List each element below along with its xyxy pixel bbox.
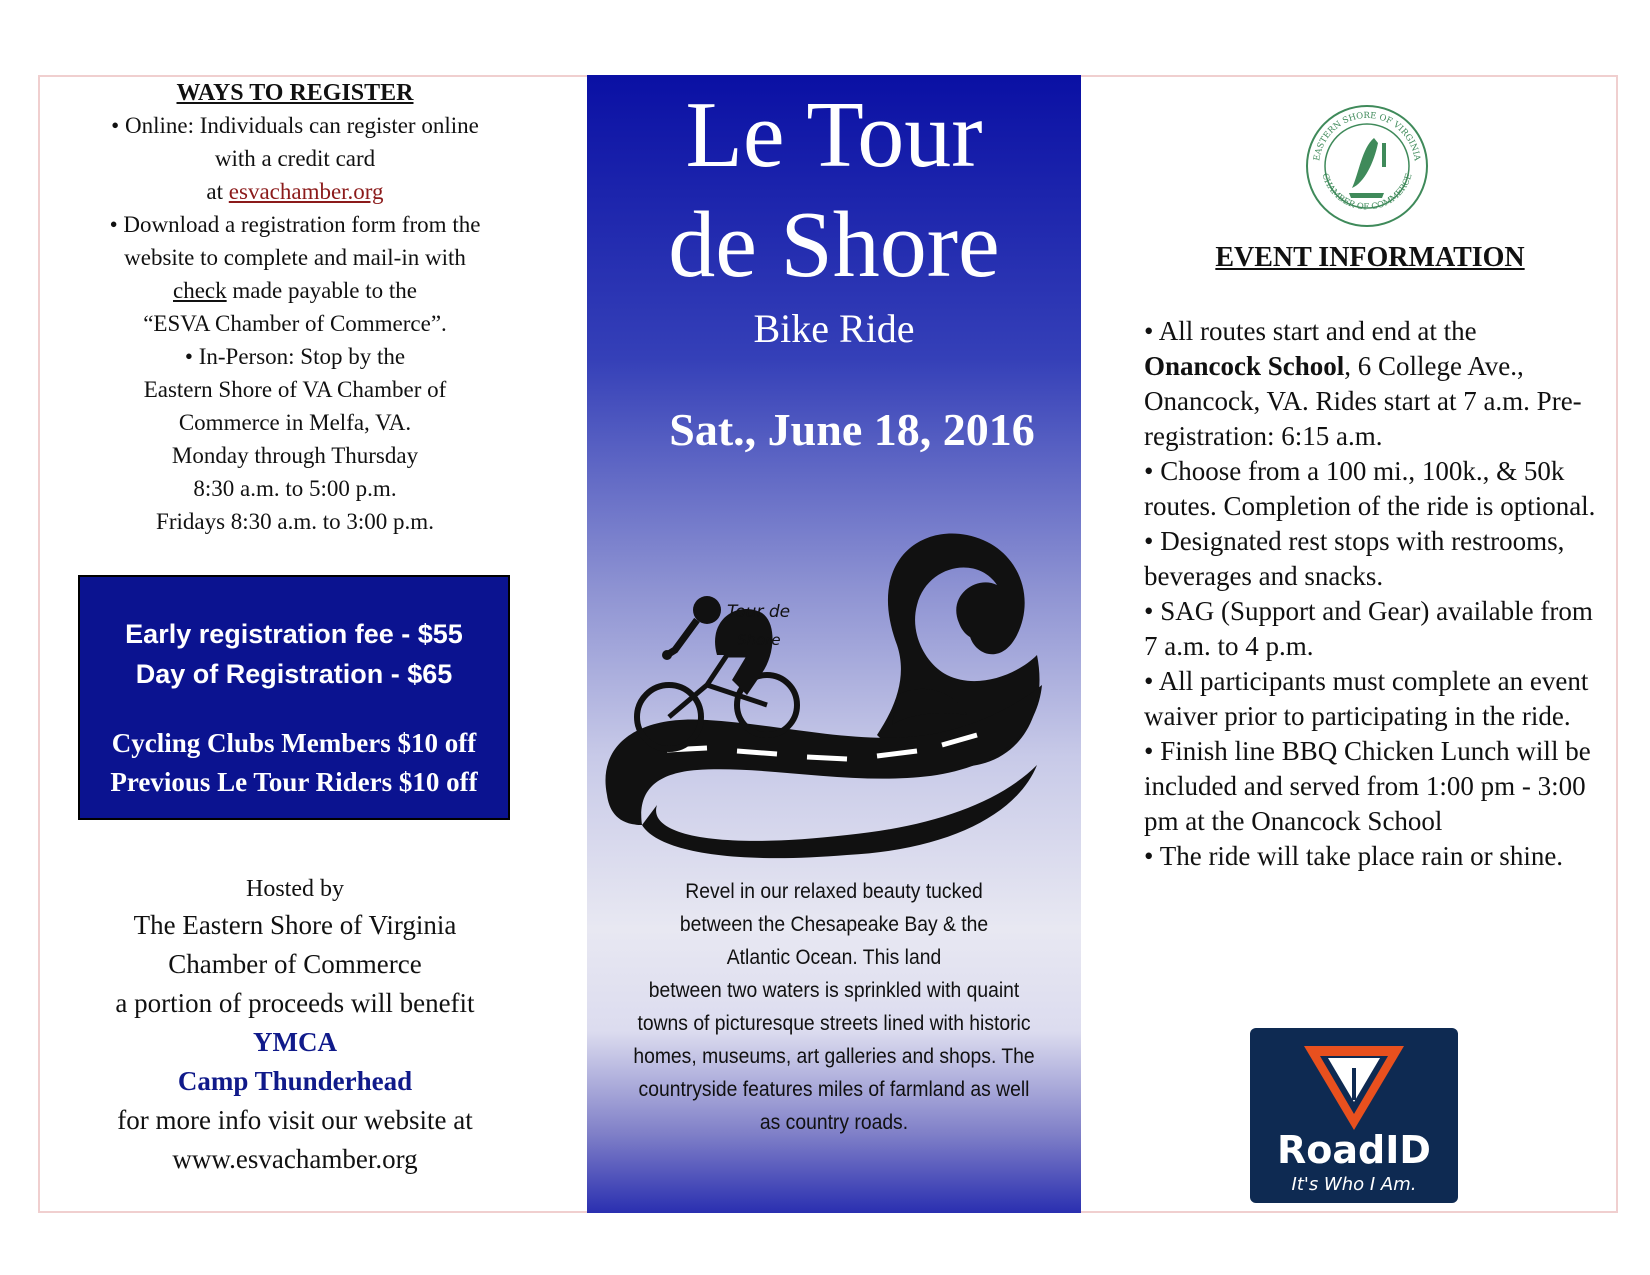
fee-previous-discount: Previous Le Tour Riders $10 off (110, 767, 478, 797)
roadid-brand: RoadID (1277, 1128, 1431, 1172)
register-online-2: with a credit card (214, 146, 376, 171)
description-line: countryside features miles of farmland as well (638, 1078, 1030, 1101)
roadid-tagline: It's Who I Am. (1291, 1174, 1417, 1195)
description-text (625, 875, 1043, 1139)
title-line-1: Le Tour (685, 83, 983, 187)
register-download-3 (60, 274, 530, 307)
event-item-1-pre: • All routes start and end at the (1144, 316, 1477, 346)
register-download-1: • Download a registration form from the (109, 212, 481, 237)
register-title: WAYS TO REGISTER (176, 80, 414, 106)
event-date: Sat., June 18, 2016 (669, 404, 1035, 455)
event-item: • SAG (Support and Gear) available from 7 a.m. to 4 p.m. (1144, 596, 1593, 661)
description-line: between two waters is sprinkled with quaint (648, 979, 1020, 1002)
subtitle: Bike Ride (753, 306, 915, 351)
event-info-list (1144, 314, 1604, 874)
fee-clubs-discount: Cycling Clubs Members $10 off (111, 728, 477, 758)
website-url[interactable]: www.esvachamber.org (172, 1144, 418, 1174)
event-item-1-rest: , 6 College Ave., Onancock, VA. Rides start at 7 a.m. Pre-registration: 6:15 a.m. (1144, 351, 1582, 451)
description-line: homes, museums, art galleries and shops. The (633, 1045, 1035, 1068)
register-online-at: at (206, 179, 229, 204)
art-text-1: Tour de (727, 602, 791, 622)
event-item (1144, 314, 1604, 454)
register-inperson-3: Commerce in Melfa, VA. (178, 410, 412, 435)
register-panel (60, 80, 530, 538)
event-item: • Choose from a 100 mi., 100k., & 50k routes. Completion of the ride is optional. (1144, 456, 1596, 521)
description-line: Revel in our relaxed beauty tucked (685, 880, 983, 903)
fee-day-of: Day of Registration - $65 (135, 659, 453, 689)
title-line-2: de Shore (668, 193, 1000, 297)
event-item: • Designated rest stops with restrooms, beverages and snacks. (1144, 526, 1565, 591)
description-line: as country roads. (759, 1111, 909, 1134)
register-inperson-6: Fridays 8:30 a.m. to 3:00 p.m. (156, 509, 434, 534)
register-online-3 (60, 175, 530, 208)
register-inperson-2: Eastern Shore of VA Chamber of (143, 377, 447, 402)
register-inperson-4: Monday through Thursday (171, 443, 419, 468)
roadid-logo (1250, 1028, 1458, 1203)
host-org-1: The Eastern Shore of Virginia (133, 910, 457, 940)
roadid-shield-icon (1250, 1028, 1458, 1203)
benefit-camp: Camp Thunderhead (177, 1066, 413, 1096)
esvachamber-link[interactable]: esvachamber.org (228, 179, 384, 204)
seal-text-bottom: CHAMBER OF COMMERCE (1319, 172, 1415, 213)
hosted-by: Hosted by (246, 876, 344, 902)
benefit-ymca: YMCA (253, 1027, 337, 1057)
onancock-school: Onancock School (1144, 351, 1345, 381)
fee-box (78, 575, 510, 820)
register-online-1: • Online: Individuals can register online (111, 113, 479, 138)
event-item: • Finish line BBQ Chicken Lunch will be included and served from 1:00 pm - 3:00 pm at the Onancock School (1144, 736, 1591, 836)
event-info-title: EVENT INFORMATION (1215, 242, 1525, 273)
register-download-4: “ESVA Chamber of Commerce”. (143, 311, 447, 336)
event-item: • The ride will take place rain or shine. (1144, 841, 1564, 871)
more-info-line: for more info visit our website at (117, 1105, 473, 1135)
cover-panel (587, 75, 1081, 1213)
host-org-2: Chamber of Commerce (168, 949, 422, 979)
description-line: between the Chesapeake Bay & the (679, 913, 989, 936)
svg-text:CHAMBER OF COMMERCE (1319, 172, 1414, 212)
seal-text-top: EASTERN SHORE OF VIRGINIA (1312, 110, 1422, 162)
hosted-section (60, 872, 530, 1179)
description-line: towns of picturesque streets lined with historic (637, 1012, 1031, 1035)
fee-early: Early registration fee - $55 (125, 619, 463, 649)
description-line: Atlantic Ocean. This land (726, 946, 942, 969)
cyclist-wave-illustration (597, 505, 1057, 865)
register-inperson-5: 8:30 a.m. to 5:00 p.m. (193, 476, 397, 501)
register-inperson-1: • In-Person: Stop by the (184, 344, 406, 369)
art-text-2: Shore (737, 631, 781, 649)
register-download-3-rest: made payable to the (226, 278, 417, 303)
chamber-seal-logo (1304, 103, 1430, 229)
register-download-2: website to complete and mail-in with (124, 245, 466, 270)
benefit-line: a portion of proceeds will benefit (115, 988, 475, 1018)
event-item: • All participants must complete an event waiver prior to participating in the ride. (1144, 666, 1589, 731)
check-word: check (173, 278, 227, 303)
